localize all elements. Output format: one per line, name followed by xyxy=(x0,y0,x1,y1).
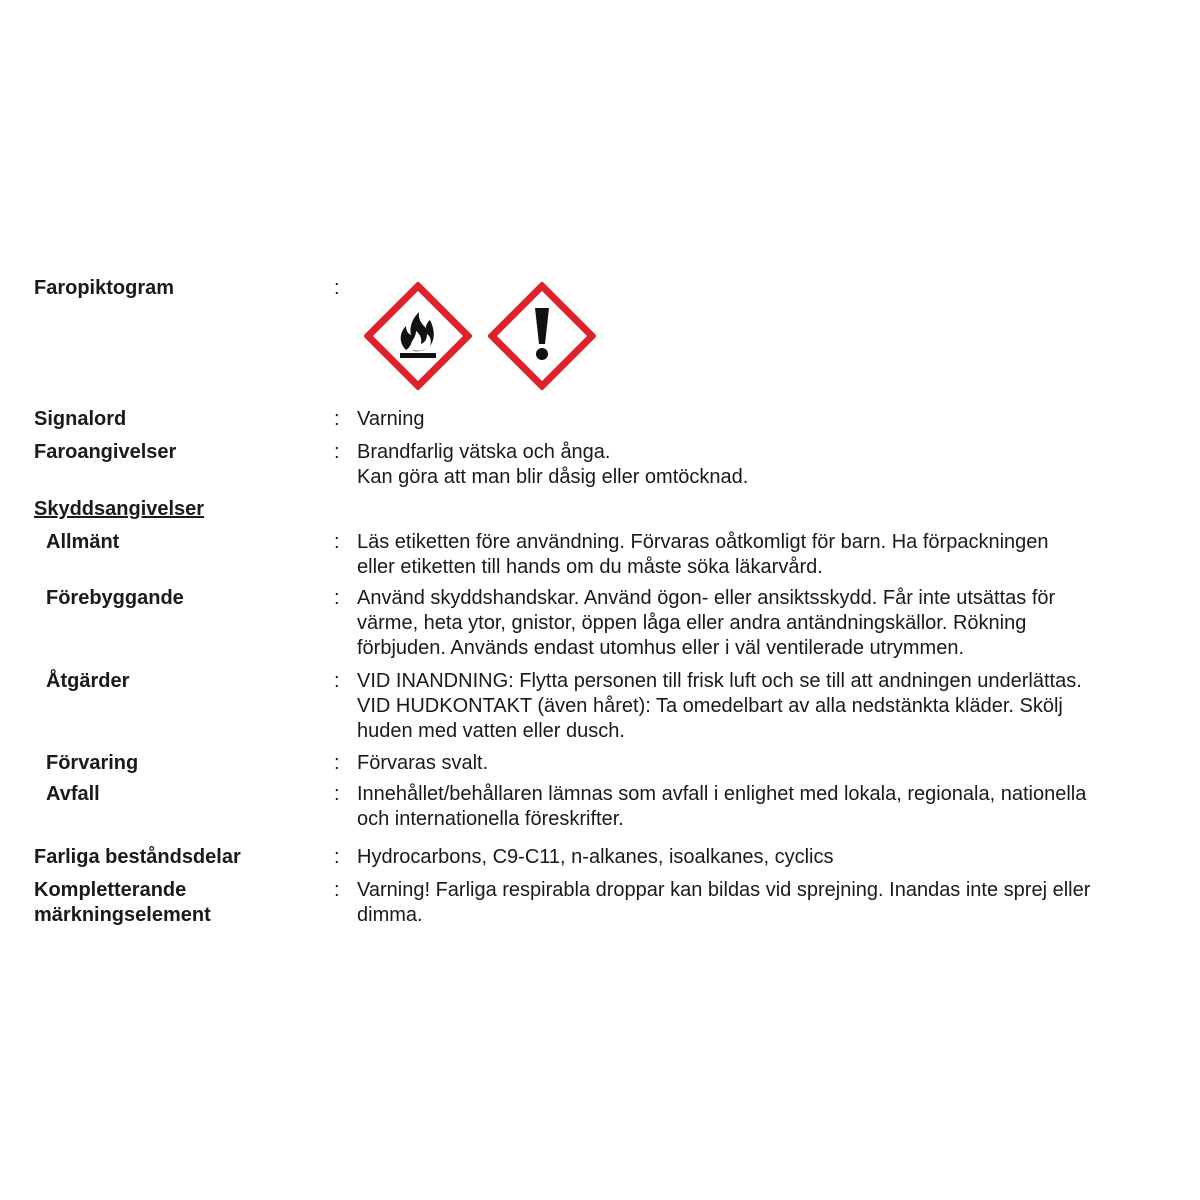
response-value xyxy=(357,669,1177,744)
exclamation-hazard-icon xyxy=(488,282,596,390)
hazard-statements-label: Faroangivelser xyxy=(34,441,177,463)
signal-word-text: Varning xyxy=(357,408,425,430)
text-line: Innehållet/behållaren lämnas som avfall i enlighet med lokala, regionala, nationella xyxy=(357,783,1087,805)
separator: : xyxy=(334,879,340,901)
text-line: VID HUDKONTAKT (även håret): Ta omedelbart av alla nedstänkta kläder. Skölj xyxy=(357,695,1063,717)
pictogram-label: Faropiktogram xyxy=(34,277,175,299)
label-line: märkningselement xyxy=(34,904,211,926)
storage-value xyxy=(357,751,1177,776)
text-line: Läs etiketten före användning. Förvaras oåtkomligt för barn. Ha förpackningen xyxy=(357,531,1049,553)
text-line: dimma. xyxy=(357,904,423,926)
signal-word-label: Signalord xyxy=(34,408,127,430)
prevention-value xyxy=(357,586,1177,661)
separator: : xyxy=(334,670,340,692)
text-line: huden med vatten eller dusch. xyxy=(357,720,625,742)
text-line: förbjuden. Används endast utomhus eller i väl ventilerade utrymmen. xyxy=(357,637,965,659)
label-line: Kompletterande xyxy=(34,879,187,901)
signal-word-value xyxy=(357,407,1177,432)
separator: : xyxy=(334,531,340,553)
prevention-label: Förebyggande xyxy=(46,587,184,609)
separator: : xyxy=(334,846,340,868)
precautionary-heading: Skyddsangivelser xyxy=(34,498,205,520)
separator: : xyxy=(334,752,340,774)
general-value xyxy=(357,530,1177,580)
text-line: Kan göra att man blir dåsig eller omtöcknad. xyxy=(357,466,749,488)
text-line: Brandfarlig vätska och ånga. xyxy=(357,441,611,463)
ingredients-label: Farliga beståndsdelar xyxy=(34,846,241,868)
text-line: värme, heta ytor, gnistor, öppen låga eller andra antändningskällor. Rökning xyxy=(357,612,1027,634)
disposal-value xyxy=(357,782,1177,832)
general-label: Allmänt xyxy=(46,531,120,553)
supplementary-label xyxy=(34,878,211,928)
text-line: Hydrocarbons, C9-C11, n-alkanes, isoalkanes, cyclics xyxy=(357,846,834,868)
text-line: och internationella föreskrifter. xyxy=(357,808,624,830)
text-line: eller etiketten till hands om du måste söka läkarvård. xyxy=(357,556,823,578)
response-label: Åtgärder xyxy=(46,670,130,692)
flame-hazard-icon xyxy=(364,282,472,390)
pictograms xyxy=(364,282,604,392)
separator: : xyxy=(334,408,340,430)
supplementary-value xyxy=(357,878,1177,928)
hazard-statements-value xyxy=(357,440,1177,490)
text-line: Förvaras svalt. xyxy=(357,752,489,774)
ingredients-value xyxy=(357,845,1177,870)
storage-label: Förvaring xyxy=(46,752,139,774)
text-line: Använd skyddshandskar. Använd ögon- eller ansiktsskydd. Får inte utsättas för xyxy=(357,587,1056,609)
separator: : xyxy=(334,441,340,463)
disposal-label: Avfall xyxy=(46,783,100,805)
text-line: VID INANDNING: Flytta personen till frisk luft och se till att andningen underlättas. xyxy=(357,670,1082,692)
separator: : xyxy=(334,783,340,805)
separator: : xyxy=(334,587,340,609)
text-line: Varning! Farliga respirabla droppar kan bildas vid sprejning. Inandas inte sprej eller xyxy=(357,879,1091,901)
separator: : xyxy=(334,277,340,299)
